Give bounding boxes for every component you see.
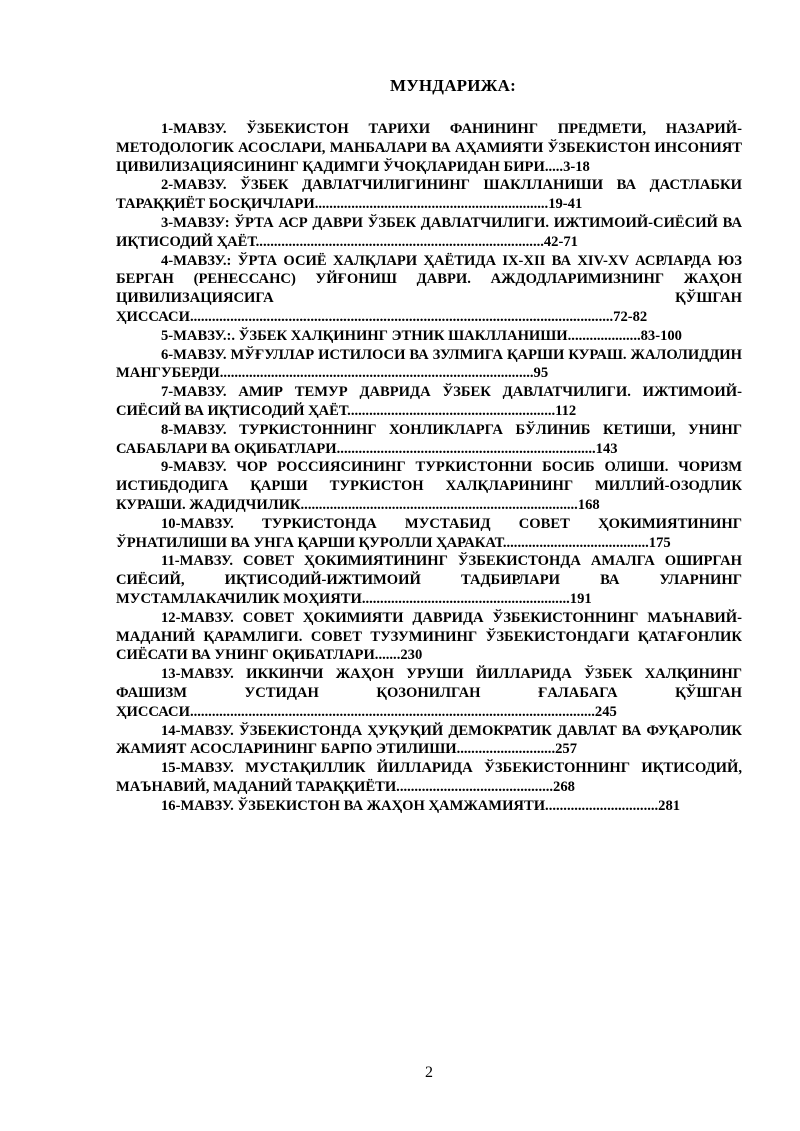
toc-entry-16: 16-МАВЗУ. ЎЗБЕКИСТОН ВА ЖАҲОН ҲАМЖАМИЯТИ...............................281	[161, 797, 681, 814]
toc-entry-15: 15-МАВЗУ. МУСТАҚИЛЛИК ЙИЛЛАРИДА ЎЗБЕКИСТОННИНГ ИҚТИСОДИЙ, МАЪНАВИЙ, МАДАНИЙ ТАРАҚҚИЁТИ...........................................268	[116, 760, 742, 795]
toc-entry-11: 11-МАВЗУ. СОВЕТ ҲОКИМИЯТИНИНГ ЎЗБЕКИСТОНДА АМАЛГА ОШИРГАН СИЁСИЙ, ИҚТИСОДИЙ-ИЖТИМОИЙ ТАДБИРЛАРИ ВА УЛАРНИНГ МУСТАМЛАКАЧИЛИК МОҲИЯТИ.........................................................191	[116, 553, 742, 607]
toc-entry-5: 5-МАВЗУ.:. ЎЗБЕК ХАЛҚИНИНГ ЭТНИК ШАКЛЛАНИШИ....................83-100	[161, 327, 682, 344]
toc-entry-12: 12-МАВЗУ. СОВЕТ ҲОКИМИЯТИ ДАВРИДА ЎЗБЕКИСТОННИНГ МАЪНАВИЙ-МАДАНИЙ ҚАРАМЛИГИ. СОВЕТ ТУЗУМИНИНГ ЎЗБЕКИСТОНДАГИ ҚАТАҒОНЛИК СИЁСАТИ ВА УНИНГ ОҚИБАТЛАРИ.......230	[116, 609, 742, 664]
toc-entry-13: 13-МАВЗУ. ИККИНЧИ ЖАҲОН УРУШИ ЙИЛЛАРИДА ЎЗБЕК ХАЛҚИНИНГ ФАШИЗМ УСТИДАН ҚОЗОНИЛГАН ҒАЛАБАГА ҚЎШГАН ҲИССАСИ...............................................................................................................245	[116, 666, 742, 720]
toc-entry-2: 2-МАВЗУ. ЎЗБЕК ДАВЛАТЧИЛИГИНИНГ ШАКЛЛАНИШИ ВА ДАСТЛАБКИ ТАРАҚҚИЁТ БОСҚИЧЛАРИ................................................................19-41	[116, 177, 742, 213]
toc-entry-3: 3-МАВЗУ: ЎРТА АСР ДАВРИ ЎЗБЕК ДАВЛАТЧИЛИГИ. ИЖТИМОИЙ-СИЁСИЙ ВА ИҚТИСОДИЙ ҲАЁТ...............................................................................42-71	[116, 214, 742, 250]
toc-entry-1: 1-МАВЗУ. ЎЗБЕКИСТОН ТАРИХИ ФАНИНИНГ ПРЕДМЕТИ, НАЗАРИЙ-МЕТОДОЛОГИК АСОСЛАРИ, МАНБАЛАРИ ВА АҲАМИЯТИ ЎЗБЕКИСТОН ИНСОНИЯТ ЦИВИЛИЗАЦИЯСИНИНГ ҚАДИМГИ ЎЧОҚЛАРИДАН БИРИ.....3-18	[116, 121, 742, 175]
toc-entry-6: 6-МАВЗУ. МЎҒУЛЛАР ИСТИЛОСИ ВА ЗУЛМИГА ҚАРШИ КУРАШ. ЖАЛОЛИДДИН МАНГУБЕРДИ......................................................................................95	[116, 346, 742, 382]
toc-entry-8: 8-МАВЗУ. ТУРКИСТОННИНГ ХОНЛИКЛАРГА БЎЛИНИБ КЕТИШИ, УНИНГ САБАБЛАРИ ВА ОҚИБАТЛАРИ.......................................................................143	[116, 421, 742, 457]
table-of-contents-heading: МУНДАРИЖА:	[389, 76, 517, 95]
toc-entry-4: 4-МАВЗУ.: ЎРТА ОСИЁ ХАЛҚЛАРИ ҲАЁТИДА IX-XII ВА XIV-XV АСРЛАРДА ЮЗ БЕРГАН (РЕНЕССАНС) УЙҒОНИШ ДАВРИ. АЖДОДЛАРИМИЗНИНГ ЖАҲОН ЦИВИЛИЗАЦИЯСИГА ҚЎШГАН ҲИССАСИ....................................................................................................................72-82	[116, 252, 742, 325]
toc-entry-14: 14-МАВЗУ. ЎЗБЕКИСТОНДА ҲУҚУҚИЙ ДЕМОКРАТИК ДАВЛАТ ВА ФУҚАРОЛИК ЖАМИЯТ АСОСЛАРИНИНГ БАРПО ЭТИЛИШИ...........................257	[116, 722, 742, 758]
toc-entry-10: 10-МАВЗУ. ТУРКИСТОНДА МУСТАБИД СОВЕТ ҲОКИМИЯТИНИНГ ЎРНАТИЛИШИ ВА УНГА ҚАРШИ ҚУРОЛЛИ ҲАРАКАТ........................................175	[116, 515, 742, 551]
table-of-contents	[116, 120, 742, 815]
toc-entry-9: 9-МАВЗУ. ЧОР РОССИЯСИНИНГ ТУРКИСТОННИ БОСИБ ОЛИШИ. ЧОРИЗМ ИСТИБДОДИГА ҚАРШИ ТУРКИСТОН ХАЛҚЛАРИНИНГ МИЛЛИЙ-ОЗОДЛИК КУРАШИ. ЖАДИДЧИЛИК............................................................................168	[116, 459, 742, 513]
toc-entry-7: 7-МАВЗУ. АМИР ТЕМУР ДАВРИДА ЎЗБЕК ДАВЛАТЧИЛИГИ. ИЖТИМОИЙ-СИЁСИЙ ВА ИҚТИСОДИЙ ҲАЁТ.........................................................112	[116, 384, 742, 419]
page-number: 2	[425, 1064, 433, 1081]
